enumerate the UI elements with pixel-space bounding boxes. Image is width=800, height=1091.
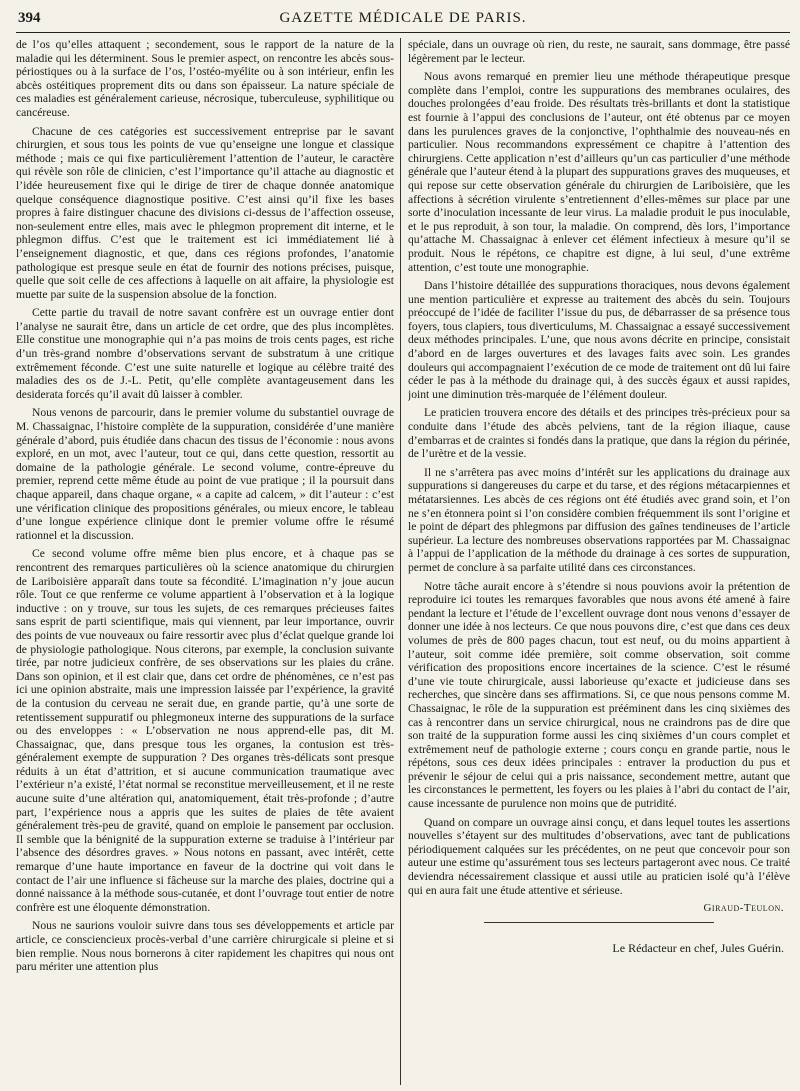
author-signature: Giraud-Teulon. — [703, 902, 784, 915]
paragraph: Notre tâche aurait encore à s’étendre si nous pouvions avoir la prétention de reproduire ici toutes les remarques favorables que nous avons été amené à faire pendant la lecture et l’étude de l’excellent ouvrage dont nous venons d’essayer de donner une idée à nos lecteurs. Ce que nous pouvons dire, c’est que dans ces deux volumes de près de 800 pages chacun, tout est neuf, ou du moins appartient à l’auteur, soit comme idée première, soit comme observation, soit comme vérification des propositions encore incertaines de la science. C’est le résumé d’une vie toute chirurgicale, aussi laborieuse qu’exacte et judicieuse dans ses recherches, que sincère dans ses affirmations. Si, ce que nous pensons comme M. Chassaignac, le rôle de la suppuration est prééminent dans les cinq sixièmes des cas à rencontrer dans un service chirurgical, nous ne craindrons pas de dire que son traité de la suppuration forme aussi les cinq sixièmes d’un cours complet et extrêmement neuf de pathologie externe ; cours conçu en grande partie, nous le répétons, sous ces deux idées principales : entraver la production du pus et prévenir le séjour de celui qui a pris naissance, secondement mettre, autant que les circonstances le permettent, les foyers ou les plaies à l’abri du contact de l’air, cause incessante de purulence non moins que de putridité. — [408, 579, 790, 811]
page-number: 394 — [18, 10, 41, 26]
paragraph: Dans l’histoire détaillée des suppurations thoraciques, nous devons également une mention particulière et expresse au traitement des abcès du sein. Toujours préoccupé de l’idée de faciliter l’issue du pus, de débarrasser de sa présence tous foyers, tous clapiers, tous diverticulums, M. Chassaignac a essayé successivement deux méthodes principales. L’une, que nous avons décrite en principe, consistait d’abord en de larges ouvertures et des lavages faits avec soin. Les grandes douleurs qui accompagnaient l’exécution de ce mode de traitement ont dû lui faire céder le pas à la méthode du drainage qui, à des succès égaux et aussi rapides, joint une diminution très-marquée de l’élément douleur. — [408, 279, 790, 401]
paragraph: Nous venons de parcourir, dans le premier volume du substantiel ouvrage de M. Chassaignac, l’histoire complète de la suppuration, considérée d’une manière générale d’abord, puis étudiée dans chacun des tissus de l’économie : nous avons exploré, en un mot, avec l’auteur, tout ce qui, dans cette question, ressortit au domaine de la pathologie générale. Le second volume, contre-épreuve du premier, reprend cette même étude au point de vue pratique ; il la poursuit dans chaque appareil, dans chaque organe, « a capite ad calcem, » dit l’auteur : c’est une vérification clinique des propositions générales, ou mieux encore, le tableau d’une longue expérience clinique dont le premier volume offre le résumé rationnel et la discussion. — [16, 406, 394, 542]
paragraph: Nous avons remarqué en premier lieu une méthode thérapeutique presque complète dans l’emploi, contre les suppurations des membranes oculaires, des douches prolongées d’eau froide. Des résultats très-brillants et dont la statistique est fournie à l’appui des conclusions de l’auteur, ont été obtenus par ce moyen dans les purulences graves de la conjonctive, l’ophthalmie des nouveau-nés en particulier. Nous recommandons expressément ce chapitre à l’attention des chirurgiens. Cette application n’est d’ailleurs qu’un cas particulier d’une méthode générale que l’auteur étend à la plupart des suppurations graves des muqueuses, et qui repose sur cette observation générale du chirurgien de Lariboisière, que les affections à sécrétion virulente s’entretiennent d’elles-mêmes sur place par une sorte d’inoculation incessante de leur virus. La maladie produit le pus inoculable, et le pus reproduit, à son tour, la maladie. On comprend, dès lors, l’importance qu’attache M. Chassaignac à enlever cet élément infectieux à mesure qu’il se produit. Nous le répétons, ce chapitre est digne, à lui seul, d’une extrême attention, c’est toute une monographie. — [408, 70, 790, 274]
paragraph: Chacune de ces catégories est successivement entreprise par le savant chirurgien, et sous tous les points de vue qu’enseigne une longue et classique méthode ; mais ce qui fixe particulièrement l’attention de l’auteur, le caractère qui révèle son rôle de clinicien, c’est l’importance qu’il attache au diagnostic et l’idée heureusement fixe qui le dirige de tirer de chaque donnée anatomique quelque conséquence diagnostique positive. C’est ainsi qu’il fixe les bases propres à faire distinguer chacune des divisions ci-dessus de l’affection osseuse, non-seulement entre elles, mais avec le phlegmon proprement dit interne, et le phlegmon diffus. C’est que le traitement est ici immédiatement lié à l’enseignement diagnostic, et que, dans ces régions profondes, l’anatomie pathologique est presque seule en état de fournir des notions précises, puisque, quelle que soit celle de ces affections à laquelle on ait affaire, la physiologie est muette par suite de la suspension absolue de la fonction. — [16, 124, 394, 301]
paragraph: spéciale, dans un ouvrage où rien, du reste, ne saurait, sans dommage, être passé légèrement par le lecteur. — [408, 38, 790, 65]
signature-divider — [484, 922, 714, 923]
column-divider — [400, 38, 401, 1085]
right-column — [408, 38, 790, 1085]
left-column — [16, 38, 394, 1085]
page-header — [16, 0, 790, 33]
paragraph: de l’os qu’elles attaquent ; secondement, sous le rapport de la nature de la maladie qui les déterminent. Sous le premier aspect, on rencontre les abcès sous-périostiques ou à la surface de l’os, l’ostéo-myélite ou à son intérieur, enfin les abcès ostéitiques proprement dits ou dans son épaisseur. La nature spéciale de ces maladies est généralement carieuse, nécrosique, tuberculeuse, syphilitique ou cancéreuse. — [16, 38, 394, 119]
paragraph: Quand on compare un ouvrage ainsi conçu, et dans lequel toutes les assertions nouvelles s’étayent sur des multitudes d’observations, avec tant de publications périodiquement calquées sur les précédentes, on ne peut que concevoir pour son auteur une estime qu’assurément tous ses lecteurs partageront avec nous. Ce traité deviendra nécessairement classique et aussi utile au praticien isolé qu’à l’élève qui en aura fait une étude attentive et sérieuse. — [408, 815, 790, 897]
editor-signature: Le Rédacteur en chef, Jules Guérin. — [612, 941, 784, 956]
article-body — [16, 38, 790, 1085]
paragraph: Le praticien trouvera encore des détails et des principes très-précieux pour sa conduite dans l’étude des abcès pelviens, tant de la région iliaque, cause d’embarras et de craintes si fondés dans la pratique, que dans la région du périnée, de l’urètre et de la vessie. — [408, 406, 790, 461]
paragraph: Nous ne saurions vouloir suivre dans tous ses développements et article par article, ce consciencieux procès-verbal d’une carrière chirurgicale si pleine et si bien remplie. Nous nous bornerons à citer rapidement les chapitres qui nous ont paru mériter une attention plus — [16, 919, 394, 974]
journal-title: GAZETTE MÉDICALE DE PARIS. — [279, 10, 527, 26]
paragraph: Cette partie du travail de notre savant confrère est un ouvrage entier dont l’analyse ne saurait être, dans un article de cet ordre, que des plus incomplètes. Elle constitue une monographie qui n’a pas moins de trois cents pages, est riche d’un très-grand nombre d’observations servant de substratum à une critique extrêmement féconde. C’est une suite naturelle et logique au célèbre traité des maladies des os de J.-L. Petit, qu’elle complète avantageusement dans les desiderata forcés qu’il avait dû laisser à combler. — [16, 306, 394, 401]
paragraph: Il ne s’arrêtera pas avec moins d’intérêt sur les applications du drainage aux suppurations si dangereuses du carpe et du tarse, et des régions métacarpiennes et métatarsiennes. Les abcès de ces régions ont été étudiés avec grand soin, et l’on ne s’en étonnera point si l’on considère combien fréquemment ils sont l’origine et le point de départ des phlegmons par diffusion des gaînes tendineuses de l’article supérieur. La lecture des nombreuses observations rapportées par M. Chassaignac à l’appui de l’application de la méthode du drainage à ces sortes de suppuration, permet de conclure à sa parfaite utilité dans ces circonstances. — [408, 465, 790, 574]
paragraph: Ce second volume offre même bien plus encore, et à chaque pas se rencontrent des remarques particulières où la science anatomique du chirurgien de Lariboisière apparaît dans toute sa fécondité. L’imagination n’y joue aucun rôle. Tout ce que renferme ce volume appartient à l’observation et à la logique inductive : on y trouve, sur tous les sujets, de ces remarques précieuses faites sans esprit de parti scientifique, mais qui viennent, par leur importance, ouvrir des points de vue nouveaux ou faire ressortir avec plus d’éclat quelque grande loi de physiologie pathologique. Nous citerons, par exemple, la conclusion suivante tirée, par notre judicieux confrère, de ses observations sur les plaies du crâne. Dans son opinion, et il est clair que, dans cet ordre de phénomènes, ce n’est pas ici une opinion abstraite, mais une impression laissée par l’expérience, la gravité de la contusion du cerveau ne serait due, en grande partie, qu’à une sorte de retentissement suppuratif ou phlegmoneux interne des suppurations de la surface ou des enveloppes : « L’observation ne nous apprend-elle pas, dit M. Chassaignac, que, dans presque tous les organes, la contusion est très-généralement exempte de suppuration ? Des organes très-délicats sont presque réduits à un état d’attrition, et si aucune communication traumatique avec l’extérieur n’a existé, l’état normal se reconstitue merveilleusement, et il ne reste aucune suite d’une altération qui, anatomiquement, était très-profonde ; d’autre part, l’expérience nous a appris que les suites de plaies de tête avaient généralement très-peu de gravité, quand on emploie le pansement par occlusion. Il semble que la bénignité de la suppuration externe se traduise à l’intérieur par l’absence des désordres graves. » Nous notons en passant, avec intérêt, cette remarque d’une haute importance en faveur de la doctrine qui voit dans le contact de l’air une influence si fâcheuse sur la marche des plaies, doctrine qui a donné naissance à la méthode sous-cutanée, et dont l’ouvrage tout entier de notre confrère est une éloquente démonstration. — [16, 547, 394, 914]
